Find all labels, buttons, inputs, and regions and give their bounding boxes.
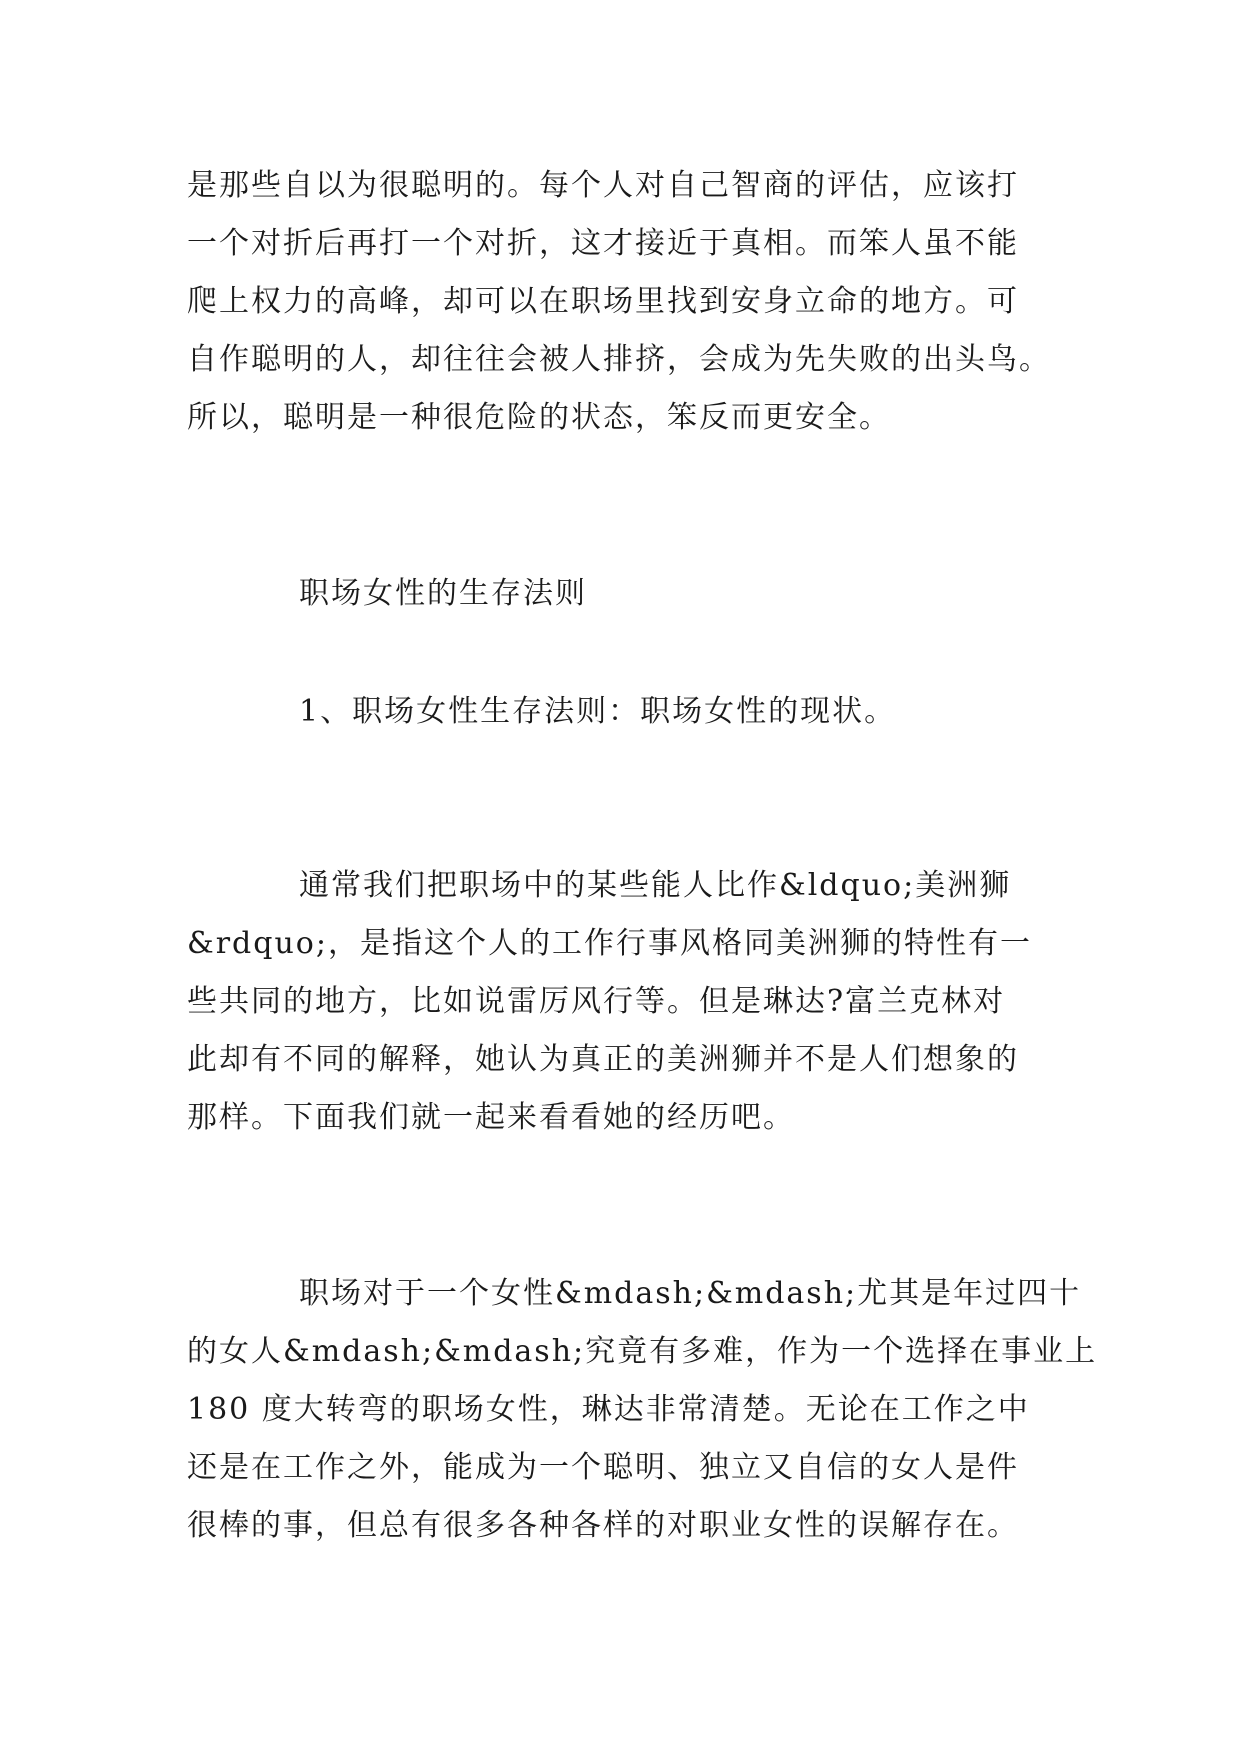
subheading-block xyxy=(187,683,1067,741)
paragraph-line: &rdquo;，是指这个人的工作行事风格同美洲狮的特性有一 xyxy=(187,926,1032,961)
paragraph-line: 180 度大转弯的职场女性，琳达非常清楚。无论在工作之中 xyxy=(187,1392,1030,1427)
paragraph-1 xyxy=(187,157,1067,447)
paragraph-3 xyxy=(187,1265,1098,1555)
section-heading-block xyxy=(187,565,1067,623)
paragraph-line: 自作聪明的人，却往往会被人排挤，会成为先失败的出头鸟。 xyxy=(187,342,1051,377)
section-heading: 职场女性的生存法则 xyxy=(299,576,587,611)
paragraph-line: 是那些自以为很聪明的。每个人对自己智商的评估，应该打 xyxy=(187,168,1019,203)
paragraph-line: 些共同的地方，比如说雷厉风行等。但是琳达?富兰克林对 xyxy=(187,984,1006,1019)
subheading: 1、职场女性生存法则：职场女性的现状。 xyxy=(299,694,897,729)
paragraph-line: 还是在工作之外，能成为一个聪明、独立又自信的女人是件 xyxy=(187,1450,1019,1485)
paragraph-line: 那样。下面我们就一起来看看她的经历吧。 xyxy=(187,1100,795,1135)
paragraph-line: 通常我们把职场中的某些能人比作&ldquo;美洲狮 xyxy=(299,868,1012,903)
paragraph-line: 职场对于一个女性&mdash;&mdash;尤其是年过四十 xyxy=(299,1276,1082,1311)
paragraph-2 xyxy=(187,857,1067,1147)
paragraph-line: 爬上权力的高峰，却可以在职场里找到安身立命的地方。可 xyxy=(187,284,1019,319)
paragraph-line: 一个对折后再打一个对折，这才接近于真相。而笨人虽不能 xyxy=(187,226,1019,261)
paragraph-line: 很棒的事，但总有很多各种各样的对职业女性的误解存在。 xyxy=(187,1508,1019,1543)
paragraph-line: 此却有不同的解释，她认为真正的美洲狮并不是人们想象的 xyxy=(187,1042,1019,1077)
paragraph-line: 所以，聪明是一种很危险的状态，笨反而更安全。 xyxy=(187,400,891,435)
paragraph-line: 的女人&mdash;&mdash;究竟有多难，作为一个选择在事业上 xyxy=(187,1334,1098,1369)
